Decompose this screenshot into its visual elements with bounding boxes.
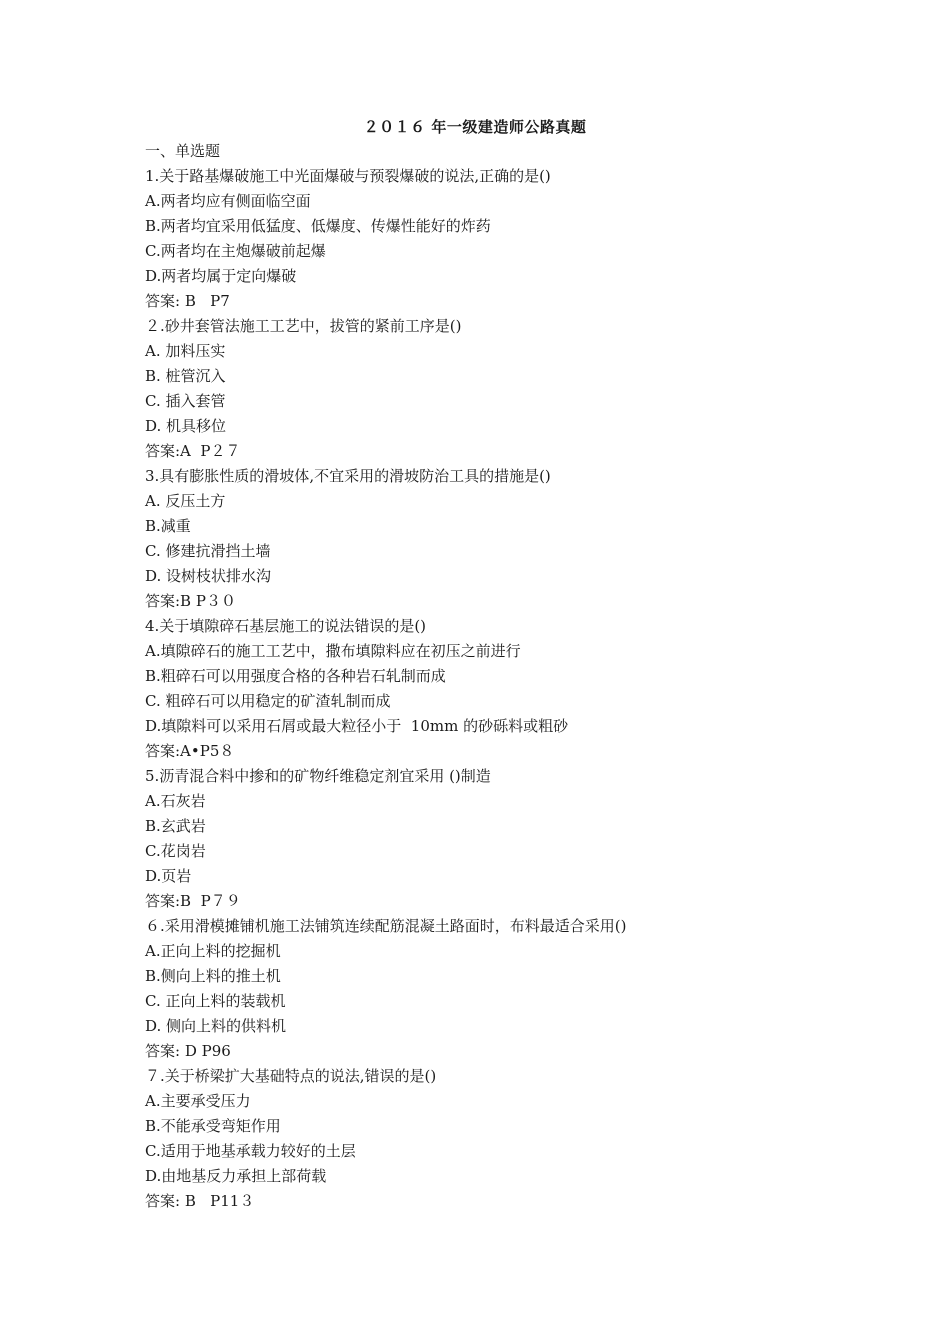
- question-option: D. 侧向上料的供料机: [145, 1017, 287, 1035]
- question-stem: 1.关于路基爆破施工中光面爆破与预裂爆破的说法,正确的是(): [145, 167, 551, 185]
- question-option: D.两者均属于定向爆破: [145, 267, 297, 285]
- question-option: C. 修建抗滑挡土墙: [145, 542, 271, 560]
- document-body: [145, 139, 845, 1214]
- question-option: C. 正向上料的装载机: [145, 992, 286, 1010]
- question-answer: 答案:A•P5８: [145, 742, 235, 760]
- question-answer: 答案:B P３０: [145, 592, 236, 610]
- question-option: A.正向上料的挖掘机: [145, 942, 281, 960]
- question-option: A.主要承受压力: [145, 1092, 251, 1110]
- question-option: D.由地基反力承担上部荷载: [145, 1167, 327, 1185]
- question-stem: 3.具有膨胀性质的滑坡体,不宜采用的滑坡防治工具的措施是(): [145, 467, 551, 485]
- question-option: C. 插入套管: [145, 392, 226, 410]
- question-option: B.不能承受弯矩作用: [145, 1117, 281, 1135]
- question-option: A. 加料压实: [145, 342, 226, 360]
- question-option: A.填隙碎石的施工工艺中，撒布填隙料应在初压之前进行: [145, 642, 521, 660]
- document-title: ２０１６ 年一级建造师公路真题: [363, 118, 587, 136]
- question-answer: 答案: B P11３: [145, 1192, 255, 1210]
- question-option: A.两者均应有侧面临空面: [145, 192, 311, 210]
- question-stem: ６.采用滑模摊铺机施工法铺筑连续配筋混凝土路面时，布料最适合采用(): [145, 917, 627, 935]
- question-option: A.石灰岩: [145, 792, 206, 810]
- question-option: D. 机具移位: [145, 417, 227, 435]
- question-answer: 答案: B P7: [145, 292, 230, 310]
- question-stem: 5.沥青混合料中掺和的矿物纤维稳定剂宜采用 ()制造: [145, 767, 491, 785]
- question-option: D.填隙料可以采用石屑或最大粒径小于 10mm 的砂砾料或粗砂: [145, 717, 569, 735]
- question-option: D. 设树枝状排水沟: [145, 567, 272, 585]
- question-option: C. 粗碎石可以用稳定的矿渣轧制而成: [145, 692, 391, 710]
- question-stem: ７.关于桥梁扩大基础特点的说法,错误的是(): [145, 1067, 437, 1085]
- question-option: B.侧向上料的推土机: [145, 967, 281, 985]
- question-option: A. 反压土方: [145, 492, 226, 510]
- question-stem: 4.关于填隙碎石基层施工的说法错误的是(): [145, 617, 427, 635]
- question-answer: 答案:A P２７: [145, 442, 241, 460]
- question-option: B.玄武岩: [145, 817, 206, 835]
- question-option: B.粗碎石可以用强度合格的各种岩石轧制而成: [145, 667, 446, 685]
- question-answer: 答案: D P96: [145, 1042, 231, 1060]
- question-option: C.适用于地基承载力较好的土层: [145, 1142, 356, 1160]
- question-stem: ２.砂井套管法施工工艺中，拔管的紧前工序是(): [145, 317, 462, 335]
- question-option: B.两者均宜采用低猛度、低爆度、传爆性能好的炸药: [145, 217, 491, 235]
- section-heading: 一、单选题: [145, 142, 221, 160]
- question-option: B. 桩管沉入: [145, 367, 226, 385]
- question-option: D.页岩: [145, 867, 192, 885]
- question-option: C.花岗岩: [145, 842, 206, 860]
- question-option: B.减重: [145, 517, 191, 535]
- question-answer: 答案:B P７９: [145, 892, 241, 910]
- question-option: C.两者均在主炮爆破前起爆: [145, 242, 326, 260]
